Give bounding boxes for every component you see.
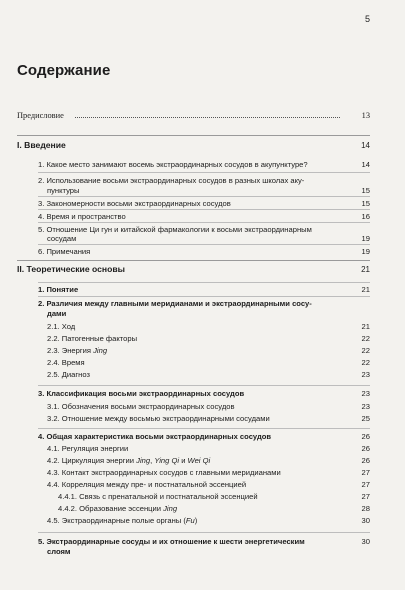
toc-entry-text: 5. Отношение Ци гун и китайской фармакологии к восьми экстраординарным bbox=[38, 225, 312, 234]
toc-entry-text: 4.4. Корреляция между пре- и постнатальной эссенцией bbox=[47, 480, 247, 489]
toc-entry-page: 23 bbox=[361, 389, 370, 398]
toc-entry bbox=[47, 547, 370, 556]
toc-entry bbox=[47, 309, 370, 318]
toc-entry-page: 14 bbox=[361, 160, 370, 169]
toc-entry-text: 4.5. Экстраординарные полые органы ( bbox=[47, 516, 186, 525]
divider bbox=[38, 428, 370, 429]
toc-entry-term: Wei Qi bbox=[187, 456, 211, 465]
toc-entry[interactable] bbox=[47, 346, 370, 355]
section-intro[interactable] bbox=[17, 141, 370, 150]
toc-entry-page: 22 bbox=[361, 358, 370, 367]
toc-entry-text: 6. Примечания bbox=[38, 247, 91, 256]
toc-entry-page: 26 bbox=[361, 444, 370, 453]
toc-entry-term: Jing bbox=[136, 456, 151, 465]
toc-entry-text: дами bbox=[47, 309, 67, 318]
toc-entry-text: 4.4.2. Образование эссенции bbox=[58, 504, 164, 513]
preface-page: 13 bbox=[361, 111, 370, 120]
toc-entry-text: 3. Классификация восьми экстраординарных сосудов bbox=[38, 389, 245, 398]
divider bbox=[38, 196, 370, 197]
toc-entry-text: 3.1. Обозначения восьми экстраординарных сосудов bbox=[47, 402, 235, 411]
toc-entry[interactable] bbox=[38, 176, 370, 185]
toc-entry-text: 2. Использование восьми экстраординарных сосудов в разных школах аку- bbox=[38, 176, 305, 185]
toc-entry-text: пунктуры bbox=[47, 186, 80, 195]
divider bbox=[38, 244, 370, 245]
toc-entry[interactable] bbox=[38, 389, 370, 398]
toc-entry-term: Jing bbox=[163, 504, 178, 513]
preface-label: Предисловие bbox=[17, 111, 64, 120]
toc-entry[interactable] bbox=[47, 414, 370, 423]
toc-entry[interactable] bbox=[47, 516, 370, 525]
page-number: 5 bbox=[364, 14, 370, 24]
toc-entry-page: 23 bbox=[361, 402, 370, 411]
toc-entry bbox=[47, 186, 370, 195]
toc-entry-text: 4. Время и пространство bbox=[38, 212, 126, 221]
toc-entry-text: 3.2. Отношение между восьмью экстраординарными сосудами bbox=[47, 414, 270, 423]
divider bbox=[38, 209, 370, 210]
toc-entry[interactable] bbox=[38, 299, 370, 308]
toc-entry[interactable] bbox=[47, 322, 370, 331]
toc-entry-page: 23 bbox=[361, 370, 370, 379]
toc-entry-page: 19 bbox=[361, 234, 370, 243]
toc-entry bbox=[47, 234, 370, 243]
section-theory[interactable] bbox=[17, 265, 370, 274]
toc-entry[interactable] bbox=[38, 285, 370, 294]
toc-entry-page: 26 bbox=[361, 432, 370, 441]
toc-entry-text: и bbox=[179, 456, 188, 465]
toc-entry-page: 30 bbox=[361, 537, 370, 546]
toc-entry[interactable] bbox=[38, 225, 370, 234]
toc-entry-text: 2.5. Диагноз bbox=[47, 370, 90, 379]
divider bbox=[38, 222, 370, 223]
toc-entry-text: 2.4. Время bbox=[47, 358, 85, 367]
divider bbox=[38, 282, 370, 283]
toc-entry-text: слоям bbox=[47, 547, 71, 556]
toc-entry-page: 27 bbox=[361, 480, 370, 489]
toc-entry-page: 19 bbox=[361, 247, 370, 256]
toc-entry[interactable] bbox=[38, 247, 370, 256]
toc-entry-page: 30 bbox=[361, 516, 370, 525]
toc-entry-page: 27 bbox=[361, 468, 370, 477]
toc-entry-page: 15 bbox=[361, 199, 370, 208]
toc-entry-text: 4.1. Регуляция энергии bbox=[47, 444, 129, 453]
leader-dots bbox=[75, 117, 340, 118]
toc-entry[interactable] bbox=[58, 504, 370, 513]
toc-entry-text: 5. Экстраординарные сосуды и их отношение к шести энергетическим bbox=[38, 537, 305, 546]
toc-entry-page: 27 bbox=[361, 492, 370, 501]
divider bbox=[38, 532, 370, 533]
toc-entry-term: Ying Qi bbox=[154, 456, 180, 465]
toc-entry-text: 4.3. Контакт экстраординарных сосудов с главными меридианами bbox=[47, 468, 281, 477]
toc-entry-text: 2.3. Энергия bbox=[47, 346, 94, 355]
toc-entry-text: , bbox=[150, 456, 155, 465]
toc-entry-text: 4.4.1. Связь с пренатальной и постнатальной эссенцией bbox=[58, 492, 258, 501]
toc-entry-text: 2.2. Патогенные факторы bbox=[47, 334, 138, 343]
toc-entry-term: Fu bbox=[185, 516, 195, 525]
toc-entry-text: ) bbox=[194, 516, 198, 525]
toc-entry-page: 21 bbox=[361, 285, 370, 294]
toc-entry-page: 15 bbox=[361, 186, 370, 195]
toc-entry-page: 22 bbox=[361, 334, 370, 343]
toc-entry-page: 28 bbox=[361, 504, 370, 513]
toc-entry-text: 1. Какое место занимают восемь экстраординарных сосудов в акупунктуре? bbox=[38, 160, 308, 169]
divider bbox=[17, 260, 370, 261]
toc-entry-page: 22 bbox=[361, 346, 370, 355]
toc-entry[interactable] bbox=[38, 537, 370, 546]
toc-entry-term: Jing bbox=[93, 346, 108, 355]
toc-entry[interactable] bbox=[38, 432, 370, 441]
toc-entry-text: 2. Различия между главными меридианами и экстраординарными сосу- bbox=[38, 299, 312, 308]
toc-entry[interactable] bbox=[47, 358, 370, 367]
toc-entry[interactable] bbox=[47, 334, 370, 343]
toc-entry[interactable] bbox=[47, 456, 370, 465]
toc-entry[interactable] bbox=[38, 160, 370, 169]
toc-entry-text: 4.2. Циркуляция энергии bbox=[47, 456, 137, 465]
page-title: Содержание bbox=[17, 62, 111, 79]
toc-entry-page: 16 bbox=[361, 212, 370, 221]
toc-entry[interactable] bbox=[58, 492, 370, 501]
section-page: 21 bbox=[361, 265, 370, 274]
toc-entry-text: 2.1. Ход bbox=[47, 322, 76, 331]
toc-entry-page: 25 bbox=[361, 414, 370, 423]
toc-entry-page: 21 bbox=[361, 322, 370, 331]
toc-entry[interactable] bbox=[38, 199, 370, 208]
section-title: II. Теоретические основы bbox=[17, 264, 125, 274]
toc-entry[interactable] bbox=[38, 212, 370, 221]
toc-entry-text: 4. Общая характеристика восьми экстраординарных сосудов bbox=[38, 432, 272, 441]
toc-entry-text: сосудам bbox=[47, 234, 77, 243]
section-page: 14 bbox=[361, 141, 370, 150]
divider bbox=[38, 296, 370, 297]
preface-entry[interactable] bbox=[17, 111, 370, 120]
toc-entry[interactable] bbox=[47, 444, 370, 453]
toc-entry-page: 26 bbox=[361, 456, 370, 465]
divider bbox=[17, 135, 370, 136]
toc-entry-text: 1. Понятие bbox=[38, 285, 79, 294]
toc-entry[interactable] bbox=[47, 480, 370, 489]
toc-entry[interactable] bbox=[47, 402, 370, 411]
toc-entry[interactable] bbox=[47, 468, 370, 477]
divider bbox=[38, 385, 370, 386]
divider bbox=[38, 172, 370, 173]
toc-entry-text: 3. Закономерности восьми экстраординарных сосудов bbox=[38, 199, 231, 208]
section-title: I. Введение bbox=[17, 140, 66, 150]
toc-entry[interactable] bbox=[47, 370, 370, 379]
